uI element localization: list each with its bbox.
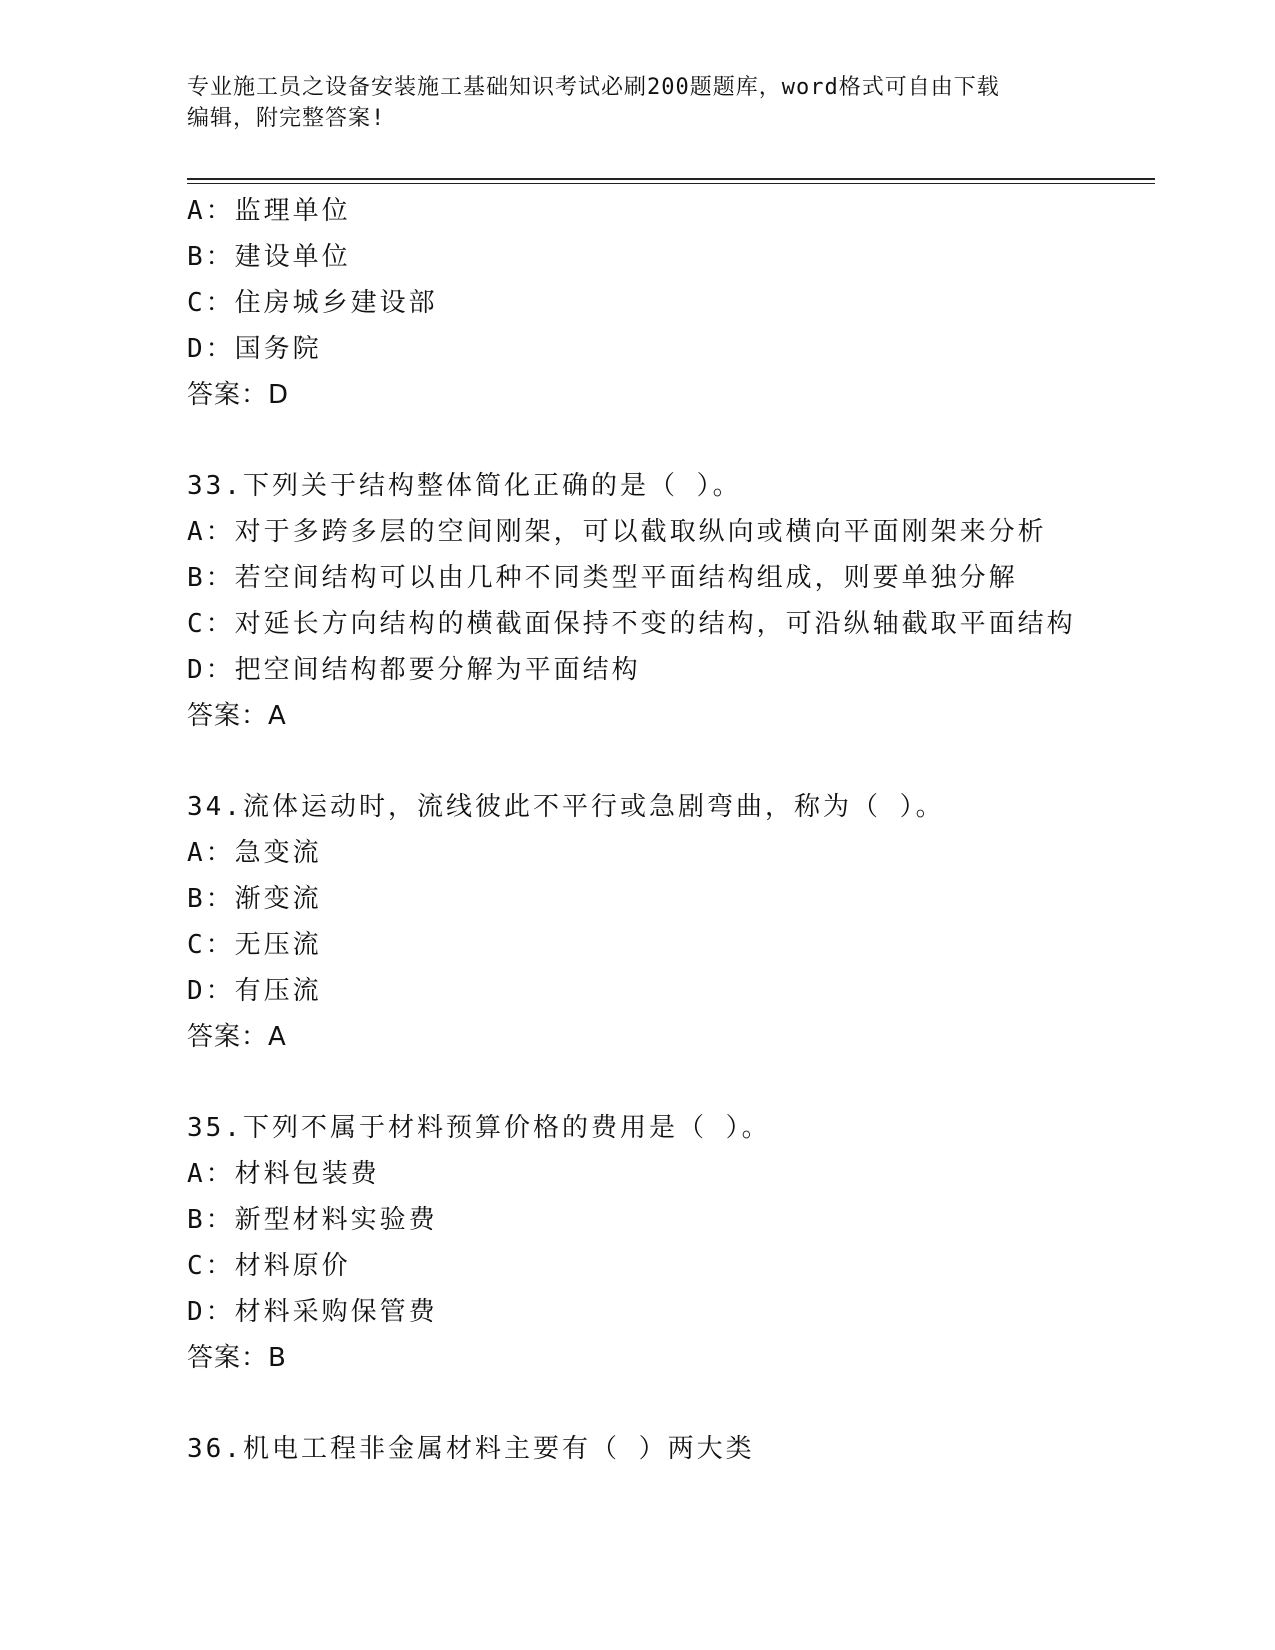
- option-a: A：急变流: [187, 838, 322, 868]
- question-block-33: [187, 463, 1147, 739]
- option-b: B：渐变流: [187, 884, 322, 914]
- option-b: B：若空间结构可以由几种不同类型平面结构组成，则要单独分解: [187, 563, 1018, 593]
- answer-line: 答案：D: [187, 380, 290, 410]
- question-block-32: [187, 188, 1147, 418]
- option-b: B：建设单位: [187, 242, 351, 272]
- answer-line: 答案：A: [187, 701, 287, 731]
- option-c: C：对延长方向结构的横截面保持不变的结构，可沿纵轴截取平面结构: [187, 609, 1076, 639]
- option-b: B：新型材料实验费: [187, 1205, 438, 1235]
- question-text: 34.流体运动时，流线彼此不平行或急剧弯曲，称为（ ）。: [187, 792, 945, 822]
- question-block-34: [187, 784, 1147, 1060]
- question-text: 35.下列不属于材料预算价格的费用是（ ）。: [187, 1113, 771, 1143]
- question-block-36: [187, 1426, 1147, 1472]
- option-a: A：对于多跨多层的空间刚架，可以截取纵向或横向平面刚架来分析: [187, 517, 1047, 547]
- option-c: C：住房城乡建设部: [187, 288, 438, 318]
- question-text: 36.机电工程非金属材料主要有（ ）两大类: [187, 1434, 755, 1464]
- question-block-35: [187, 1105, 1147, 1381]
- option-c: C：无压流: [187, 930, 322, 960]
- header-rule-thin: [187, 183, 1155, 184]
- header-title-line1: 专业施工员之设备安装施工基础知识考试必刷200题题库，word格式可自由下载: [187, 75, 1000, 100]
- option-a: A：材料包装费: [187, 1159, 380, 1189]
- question-list: [187, 188, 1147, 1472]
- document-header: [187, 72, 1087, 134]
- option-d: D：材料采购保管费: [187, 1297, 438, 1327]
- option-d: D：国务院: [187, 334, 322, 364]
- header-title-line2: 编辑，附完整答案!: [187, 106, 386, 131]
- header-rule-thick: [187, 178, 1155, 180]
- answer-line: 答案：A: [187, 1022, 287, 1052]
- option-a: A：监理单位: [187, 196, 351, 226]
- answer-line: 答案：B: [187, 1343, 287, 1373]
- option-d: D：把空间结构都要分解为平面结构: [187, 655, 641, 685]
- option-d: D：有压流: [187, 976, 322, 1006]
- question-text: 33.下列关于结构整体简化正确的是（ ）。: [187, 471, 742, 501]
- option-c: C：材料原价: [187, 1251, 351, 1281]
